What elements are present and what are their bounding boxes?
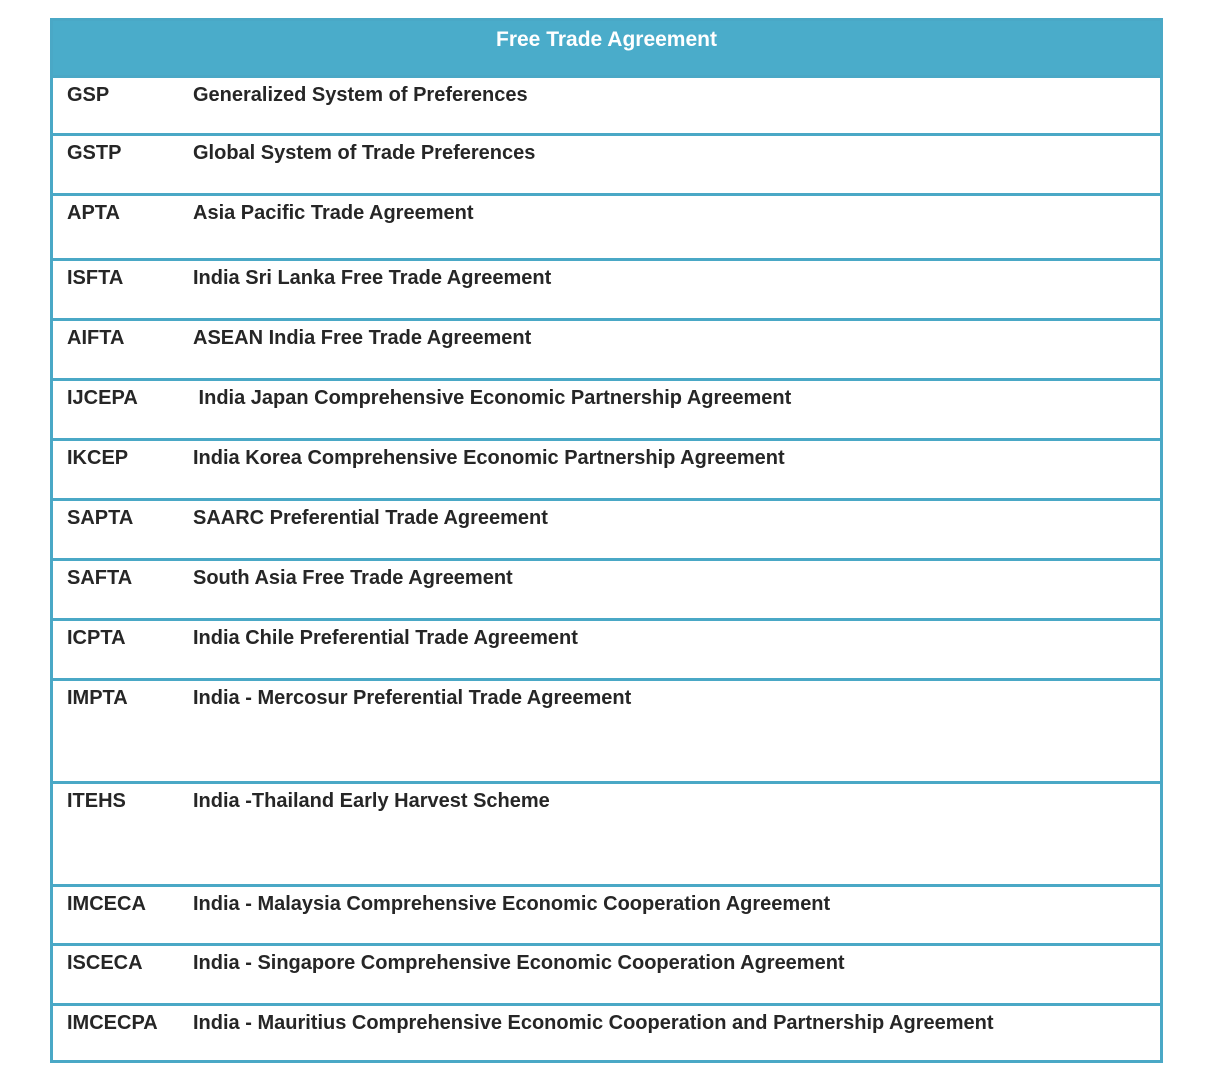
abbreviation-cell: GSP <box>67 84 110 106</box>
table-row <box>53 946 1160 1006</box>
full-name-cell: India Korea Comprehensive Economic Partnership Agreement <box>193 447 785 469</box>
table-body <box>53 78 1160 1060</box>
full-name-cell: Asia Pacific Trade Agreement <box>193 202 474 224</box>
full-name-cell: India - Malaysia Comprehensive Economic Cooperation Agreement <box>193 893 831 915</box>
table-row <box>53 681 1160 784</box>
full-name-cell: South Asia Free Trade Agreement <box>193 567 513 589</box>
full-name-cell: India - Mercosur Preferential Trade Agreement <box>193 687 632 709</box>
table-row <box>53 561 1160 621</box>
abbreviation-cell: IMCECA <box>67 893 146 915</box>
table-row <box>53 1006 1160 1060</box>
full-name-cell: India - Mauritius Comprehensive Economic Cooperation and Partnership Agreement <box>193 1012 994 1034</box>
table-row <box>53 887 1160 946</box>
table-row <box>53 784 1160 887</box>
abbreviation-cell: IKCEP <box>67 447 129 469</box>
full-name-cell: ASEAN India Free Trade Agreement <box>193 327 532 349</box>
table-row <box>53 501 1160 561</box>
abbreviation-cell: AIFTA <box>67 327 125 349</box>
table-row <box>53 78 1160 136</box>
abbreviation-cell: ISFTA <box>67 267 124 289</box>
full-name-cell: India Sri Lanka Free Trade Agreement <box>193 267 552 289</box>
abbreviation-cell: IMCECPA <box>67 1012 158 1034</box>
table-row <box>53 321 1160 381</box>
abbreviation-cell: ICPTA <box>67 627 126 649</box>
abbreviation-cell: SAFTA <box>67 567 133 589</box>
table-title: Free Trade Agreement <box>53 21 1160 78</box>
abbreviation-cell: ITEHS <box>67 790 126 812</box>
table-row <box>53 136 1160 196</box>
full-name-cell: India Chile Preferential Trade Agreement <box>193 627 578 649</box>
table-row <box>53 196 1160 261</box>
abbreviation-cell: IMPTA <box>67 687 128 709</box>
abbreviation-cell: IJCEPA <box>67 387 138 409</box>
full-name-cell: India - Singapore Comprehensive Economic Cooperation Agreement <box>193 952 845 974</box>
full-name-cell: SAARC Preferential Trade Agreement <box>193 507 548 529</box>
full-name-cell: India Japan Comprehensive Economic Partnership Agreement <box>193 387 792 409</box>
table-row <box>53 441 1160 501</box>
full-name-cell: Generalized System of Preferences <box>193 84 528 106</box>
abbreviation-cell: GSTP <box>67 142 122 164</box>
table-row <box>53 261 1160 321</box>
table-row <box>53 621 1160 681</box>
fta-table <box>50 18 1163 1063</box>
abbreviation-cell: APTA <box>67 202 120 224</box>
full-name-cell: India -Thailand Early Harvest Scheme <box>193 790 550 812</box>
full-name-cell: Global System of Trade Preferences <box>193 142 536 164</box>
abbreviation-cell: ISCECA <box>67 952 143 974</box>
table-row <box>53 381 1160 441</box>
abbreviation-cell: SAPTA <box>67 507 134 529</box>
